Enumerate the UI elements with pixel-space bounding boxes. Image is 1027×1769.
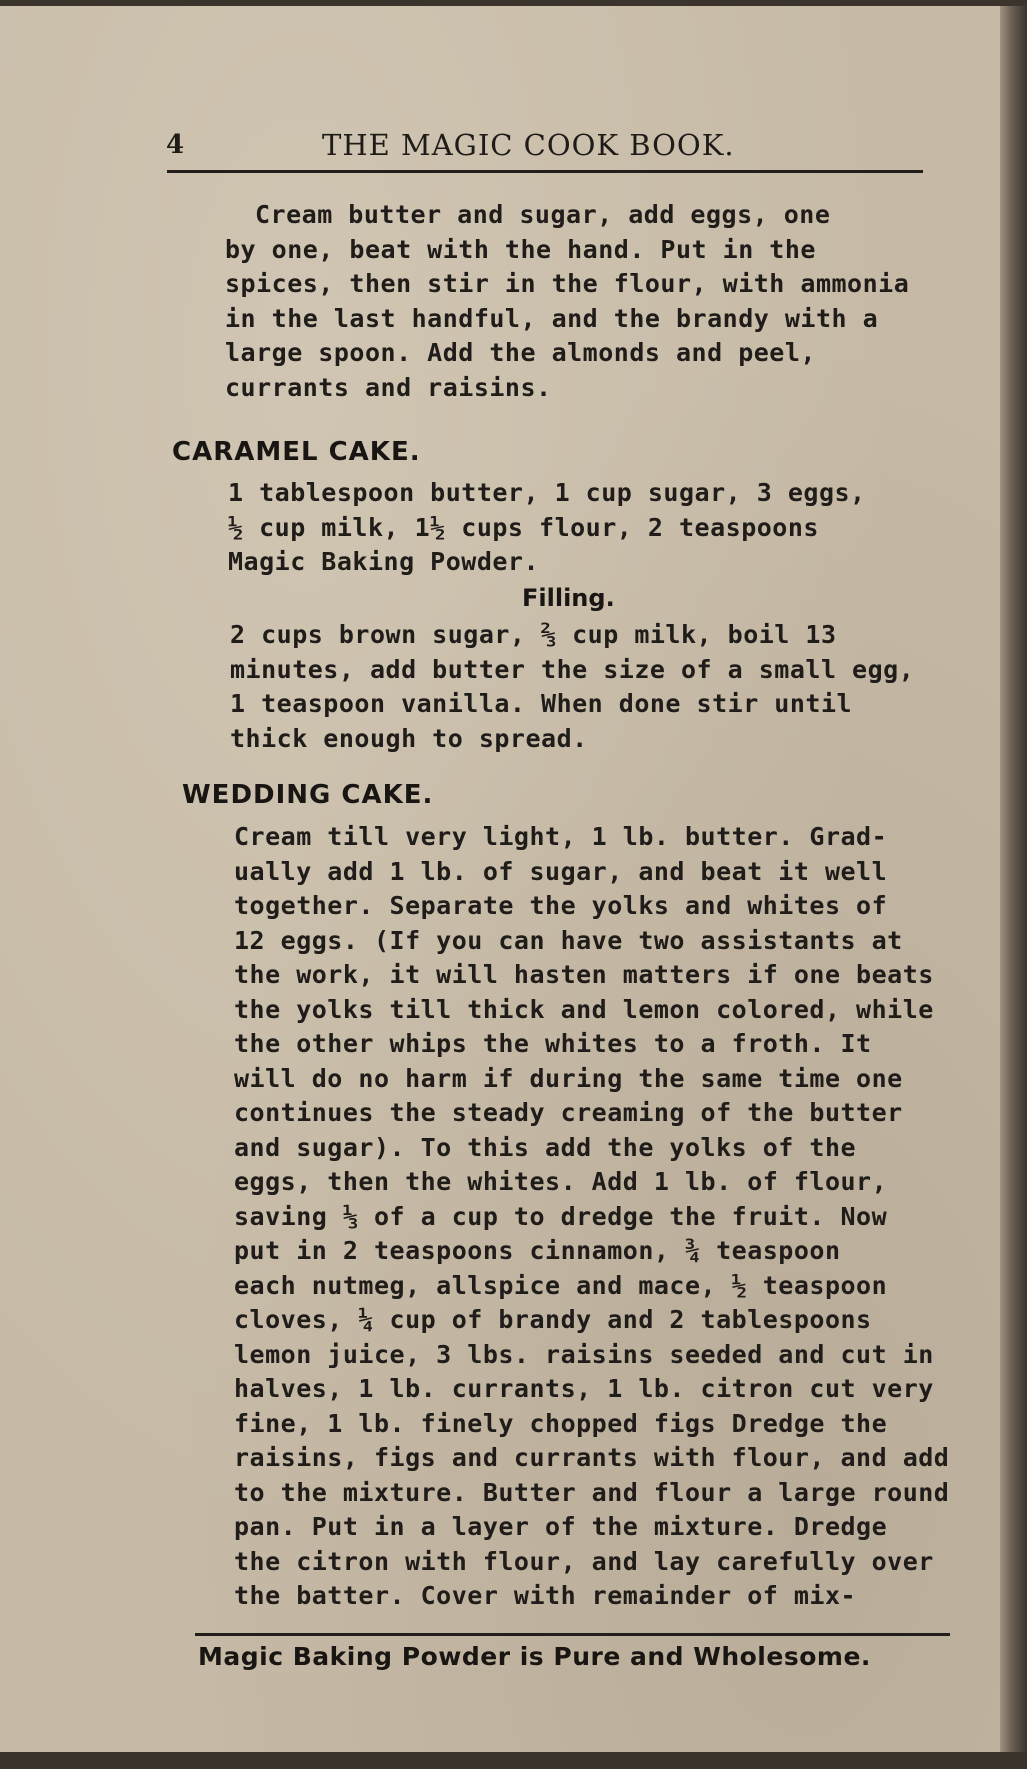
wedding-line: cloves, ¼ cup of brandy and 2 tablespoons (234, 1305, 872, 1334)
caramel-line: ½ cup milk, 1½ cups flour, 2 teaspoons (228, 512, 819, 542)
wedding-line: 12 eggs. (If you can have two assistants at (234, 925, 903, 955)
intro-line: large spoon. Add the almonds and peel, (225, 338, 816, 367)
intro-paragraph (225, 198, 945, 405)
wedding-line: ually add 1 lb. of sugar, and beat it well (234, 856, 888, 886)
footer-rule (195, 1633, 950, 1636)
caramel-cake-heading: CARAMEL CAKE. (172, 437, 421, 467)
top-edge-shadow (0, 0, 1027, 6)
wedding-line: to the mixture. Butter and flour a large round (234, 1477, 950, 1507)
wedding-line: halves, 1 lb. currants, 1 lb. citron cut very (234, 1374, 934, 1403)
filling-line: 1 teaspoon vanilla. When done stir until (230, 689, 853, 718)
footer-slogan: Magic Baking Powder is Pure and Wholesome. (198, 1642, 871, 1671)
page-number: 4 (166, 130, 185, 160)
intro-line: Cream butter and sugar, add eggs, one (255, 200, 831, 229)
wedding-line: eggs, then the whites. Add 1 lb. of flour, (234, 1167, 888, 1196)
wedding-line: pan. Put in a layer of the mixture. Dredge (234, 1512, 888, 1541)
bottom-edge-shadow (0, 1752, 1027, 1769)
filling-instructions (230, 618, 950, 756)
wedding-cake-instructions (234, 820, 964, 1614)
intro-line: currants and raisins. (225, 372, 552, 402)
page-edge-shadow (1000, 0, 1027, 1769)
wedding-line: together. Separate the yolks and whites of (234, 891, 888, 920)
wedding-line: the other whips the whites to a froth. It (234, 1029, 872, 1058)
intro-line: by one, beat with the hand. Put in the (225, 234, 816, 264)
wedding-line: and sugar). To this add the yolks of the (234, 1132, 857, 1162)
wedding-line: the yolks till thick and lemon colored, while (234, 994, 934, 1024)
filling-heading: Filling. (522, 584, 615, 612)
wedding-cake-heading: WEDDING CAKE. (182, 780, 434, 810)
filling-line: minutes, add butter the size of a small egg, (230, 654, 915, 684)
wedding-line: the citron with flour, and lay carefully over (234, 1546, 934, 1576)
wedding-line: continues the steady creaming of the butter (234, 1098, 903, 1127)
filling-line: 2 cups brown sugar, ⅔ cup milk, boil 13 (230, 620, 837, 649)
wedding-line: the work, it will hasten matters if one beats (234, 960, 934, 989)
running-title: THE MAGIC COOK BOOK. (322, 128, 735, 162)
wedding-line: each nutmeg, allspice and mace, ½ teaspoon (234, 1270, 888, 1300)
intro-line: in the last handful, and the brandy with a (225, 303, 879, 333)
wedding-line: lemon juice, 3 lbs. raisins seeded and cut in (234, 1339, 934, 1369)
caramel-line: 1 tablespoon butter, 1 cup sugar, 3 eggs, (228, 478, 866, 507)
wedding-line: the batter. Cover with remainder of mix- (234, 1581, 857, 1610)
page-header (160, 128, 920, 168)
wedding-line: will do no harm if during the same time one (234, 1063, 903, 1093)
wedding-line: put in 2 teaspoons cinnamon, ¾ teaspoon (234, 1236, 841, 1265)
header-rule (167, 170, 923, 173)
wedding-line: raisins, figs and currants with flour, and add (234, 1443, 950, 1472)
wedding-line: fine, 1 lb. finely chopped figs Dredge the (234, 1408, 888, 1438)
caramel-cake-ingredients (228, 476, 948, 580)
caramel-line: Magic Baking Powder. (228, 547, 540, 576)
intro-line: spices, then stir in the flour, with ammonia (225, 269, 910, 298)
filling-line: thick enough to spread. (230, 723, 588, 753)
wedding-line: saving ⅓ of a cup to dredge the fruit. Now (234, 1201, 888, 1231)
wedding-line: Cream till very light, 1 lb. butter. Grad- (234, 822, 888, 851)
